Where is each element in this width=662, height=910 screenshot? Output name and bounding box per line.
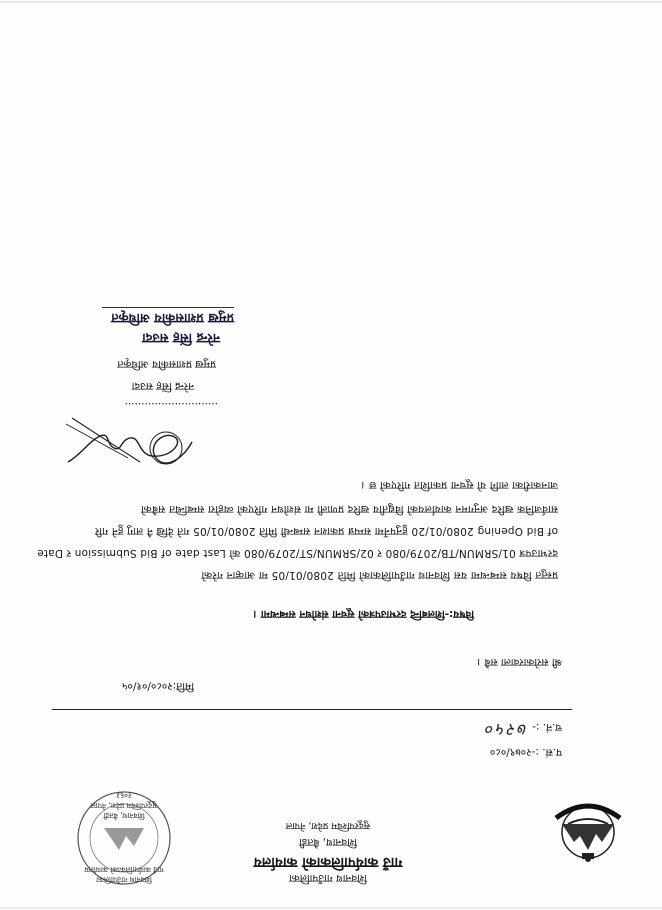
- seal-line-1: शिवनाथ गाउँपालिका: [96, 875, 152, 884]
- stamp-title: प्रमुख प्रशासकीय अधिकृत: [111, 310, 234, 325]
- office-province: सुदूरपश्चिम प्रदेश, नेपाल: [285, 820, 371, 831]
- signatory-title: प्रमुख प्रशासकीय अधिकृत: [117, 358, 216, 370]
- body-line-4: सार्वजनिक खरिद अनुगमन कार्यालयको विद्युतीय खरिद प्रणाली मा संशोधन गरिएको व्यहोरा सम्बन्धित सबैको: [140, 503, 558, 515]
- seal-line-3: शिवनाथ, बैतडी: [103, 811, 145, 820]
- recipient: श्री सरोकारवाला सबै ।: [477, 656, 562, 668]
- office-place: शिवनाथ, बैतडी: [299, 836, 357, 848]
- seal-line-2: गाउँ कार्यपालिकाको कार्यालय: [84, 865, 164, 874]
- header-divider: [52, 709, 572, 710]
- dispatch-number: [484, 719, 562, 742]
- scan-edge-bottom: [0, 1, 662, 3]
- stamp-name: नरेन्द्र सिंह सउदा: [142, 330, 220, 345]
- body-line-2: दरभाउपत्र 01/SRMUN/TB/2079/080 र 02/SRMUN/ST/2079/080 को Last date of Bid Submission र Date: [37, 547, 558, 559]
- seal-line-4: सुदूरपश्चिम प्रदेश, नेपाल: [90, 801, 158, 810]
- signature-dots: ............................: [124, 400, 218, 412]
- seal-line-5: २०६३: [116, 791, 132, 800]
- municipality-name: शिवनाथ गाउँपालिका: [289, 872, 367, 884]
- subject-line: विषय:-शिलबन्दि दरभाउपत्रको सूचना संशोधन सम्बन्धमा ।: [253, 608, 474, 620]
- dispatch-handwritten: ७२५०: [483, 719, 528, 739]
- signature: [60, 412, 200, 482]
- stamp-underline: [102, 307, 234, 308]
- body-line-5: जानकारीका लागि यो सूचना प्रकाशित गरिएको छ ।: [361, 479, 558, 491]
- letter-number: प.सं. :-२०७९/०८०: [489, 746, 562, 758]
- office-name: गाउँ कार्यपालिकाको कार्यालय: [253, 854, 403, 870]
- signatory-name: नरेन्द्र सिंह सउदा: [131, 380, 194, 392]
- dispatch-label: च.नं. :-: [532, 721, 562, 733]
- body-line-3: of Bid Opening 2080/01/20 हुनुपर्नेमा सम्पन्न प्रकाशन सम्बन्धी मिति 2080/01/05 गते देखि नै लागु हुने गरि: [94, 525, 558, 537]
- scan-edge-top: [0, 907, 662, 909]
- letter-date: मिति:२०८०/०१/०५: [122, 680, 194, 692]
- office-seal: [74, 788, 174, 888]
- body-line-1: प्रस्तुत विषय सम्बन्धमा यस शिवनाथ गाउँपालिकाको मिति 2080/01/05 मा आव्हान गरेको: [201, 569, 558, 581]
- nepal-emblem-icon: [548, 798, 628, 864]
